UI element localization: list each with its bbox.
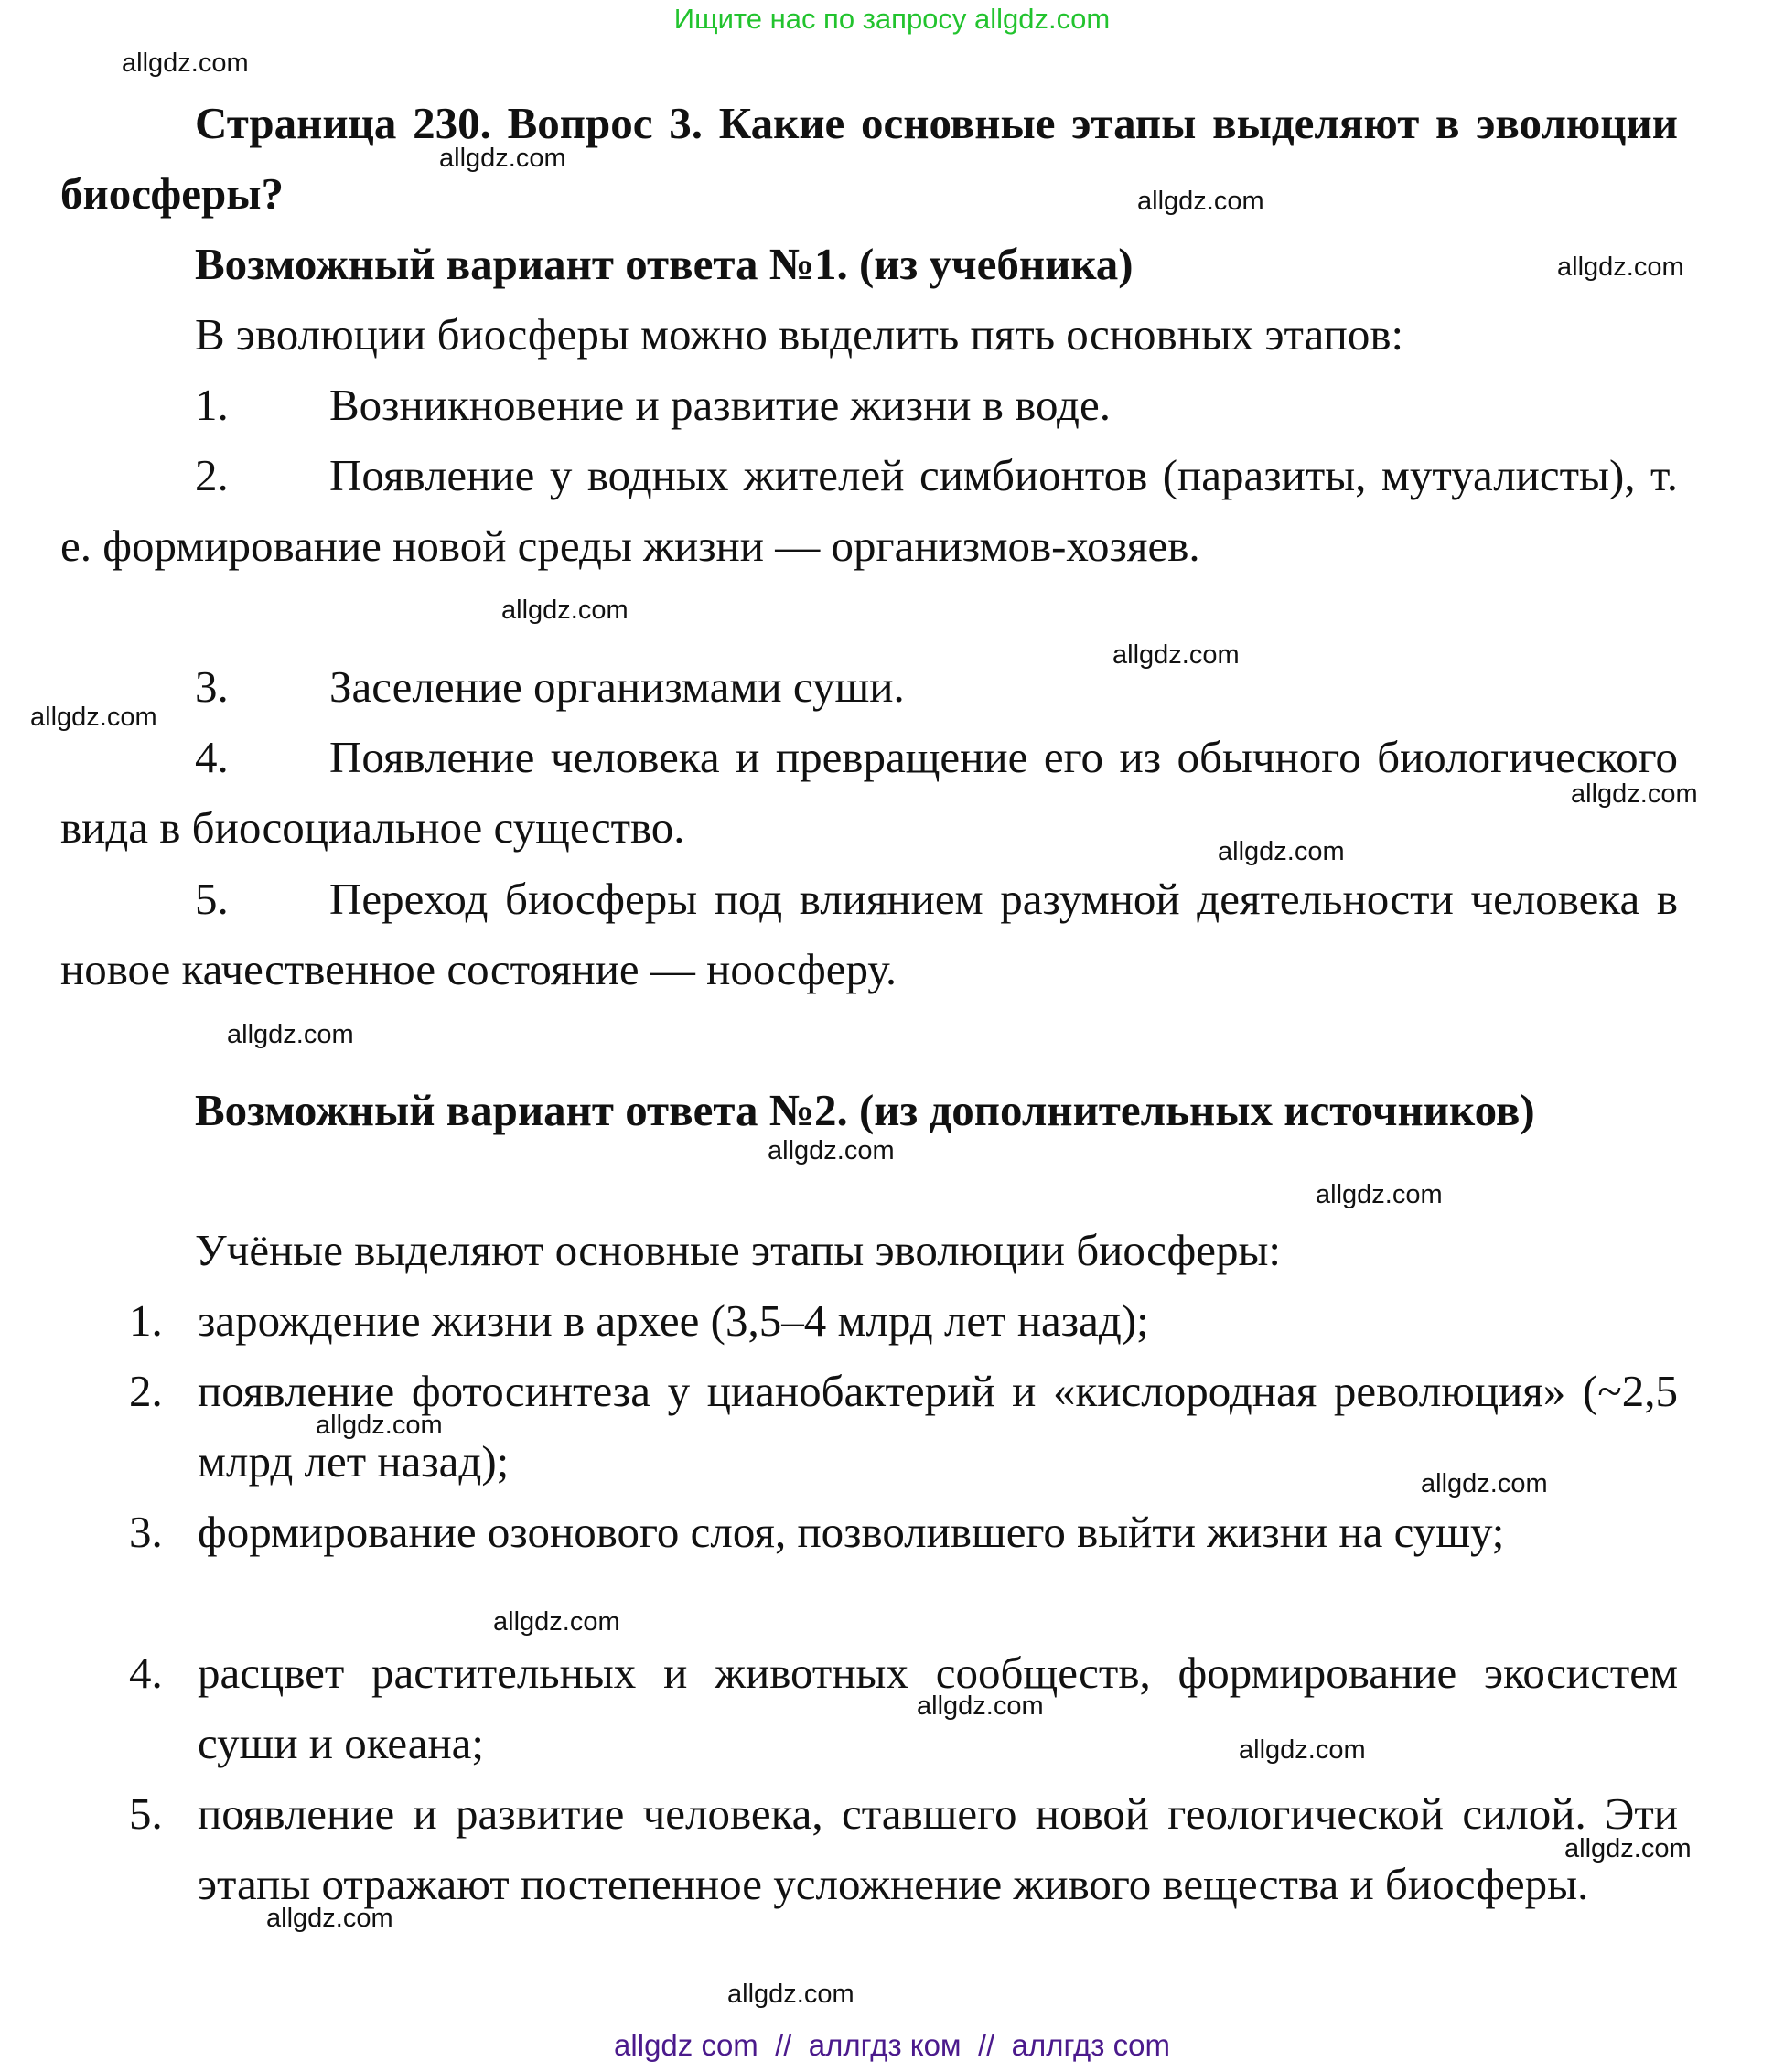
footer-links: allgdz com // аллгдз ком // аллгдз com <box>614 2028 1170 2062</box>
answer1-item <box>60 864 1678 1004</box>
watermark: allgdz.com <box>30 703 157 732</box>
item-number: 5. <box>195 874 229 924</box>
watermark: allgdz.com <box>1557 252 1684 282</box>
watermark: allgdz.com <box>1316 1180 1443 1209</box>
watermark: allgdz.com <box>1137 187 1264 216</box>
item-text: Возникновение и развитие жизни в воде. <box>329 380 1111 430</box>
item-text: формирование озонового слоя, позволившего выйти жизни на сушу; <box>198 1507 1505 1557</box>
answer2-intro: Учёные выделяют основные этапы эволюции биосферы: <box>195 1225 1282 1275</box>
item-text: Переход биосферы под влиянием разумной деятельности человека в новое качественное состояние — ноосферу. <box>60 874 1678 994</box>
question-title: Страница 230. Вопрос 3. Какие основные этапы выделяют в эволюции биосферы? <box>60 98 1678 219</box>
item-text: Появление человека и превращение его из обычного биологического вида в биосоциальное существо. <box>60 732 1678 853</box>
watermark: allgdz.com <box>493 1607 620 1637</box>
item-text: Появление у водных жителей симбионтов (паразиты, мутуалисты), т. е. формирование новой среды жизни — организмов-хозяев. <box>60 450 1678 571</box>
watermark: allgdz.com <box>501 596 629 625</box>
watermark: allgdz.com <box>1421 1469 1548 1498</box>
answer1-item <box>60 370 1678 440</box>
item-text: расцвет растительных и животных сообществ, формирование экосистем суши и океана; <box>198 1648 1678 1768</box>
answer2-item <box>129 1285 1678 1356</box>
item-number: 2. <box>195 450 229 500</box>
item-text: зарождение жизни в архее (3,5–4 млрд лет назад); <box>198 1295 1149 1346</box>
watermark: allgdz.com <box>227 1020 354 1049</box>
watermark: allgdz.com <box>1218 837 1345 866</box>
answer2-item <box>129 1497 1678 1567</box>
item-number: 5. <box>129 1788 163 1839</box>
item-text: Заселение организмами суши. <box>329 661 905 712</box>
watermark: allgdz.com <box>1571 779 1698 809</box>
item-number: 2. <box>129 1366 163 1416</box>
search-banner: Ищите нас по запросу allgdz.com <box>673 3 1111 35</box>
watermark: allgdz.com <box>727 1980 854 2009</box>
answer1-intro: В эволюции биосферы можно выделить пять основных этапов: <box>195 309 1404 360</box>
answer1-item <box>60 722 1678 863</box>
watermark: allgdz.com <box>266 1904 393 1933</box>
item-text: появление и развитие человека, ставшего новой геологической силой. Эти этапы отражают постепенное усложнение живого вещества и биосферы. <box>198 1788 1678 1909</box>
watermark: allgdz.com <box>1239 1735 1366 1765</box>
answer1-item <box>60 651 1678 722</box>
answer2-item <box>129 1778 1678 1919</box>
answer2-heading: Возможный вариант ответа №2. (из дополнительных источников) <box>195 1085 1535 1135</box>
item-text: появление фотосинтеза у цианобактерий и «кислородная революция» (~2,5 млрд лет назад); <box>198 1366 1678 1487</box>
answer1-heading: Возможный вариант ответа №1. (из учебника) <box>195 239 1134 289</box>
item-number: 1. <box>195 380 229 430</box>
item-number: 3. <box>129 1507 163 1557</box>
item-number: 1. <box>129 1295 163 1346</box>
item-number: 4. <box>129 1648 163 1698</box>
watermark: allgdz.com <box>917 1691 1044 1721</box>
watermark: allgdz.com <box>768 1136 895 1165</box>
watermark: allgdz.com <box>1564 1834 1692 1863</box>
item-number: 3. <box>195 661 229 712</box>
watermark: allgdz.com <box>122 48 249 78</box>
watermark: allgdz.com <box>1112 640 1240 670</box>
item-number: 4. <box>195 732 229 782</box>
answer1-item <box>60 440 1678 581</box>
watermark: allgdz.com <box>439 144 566 173</box>
watermark: allgdz.com <box>316 1411 443 1440</box>
